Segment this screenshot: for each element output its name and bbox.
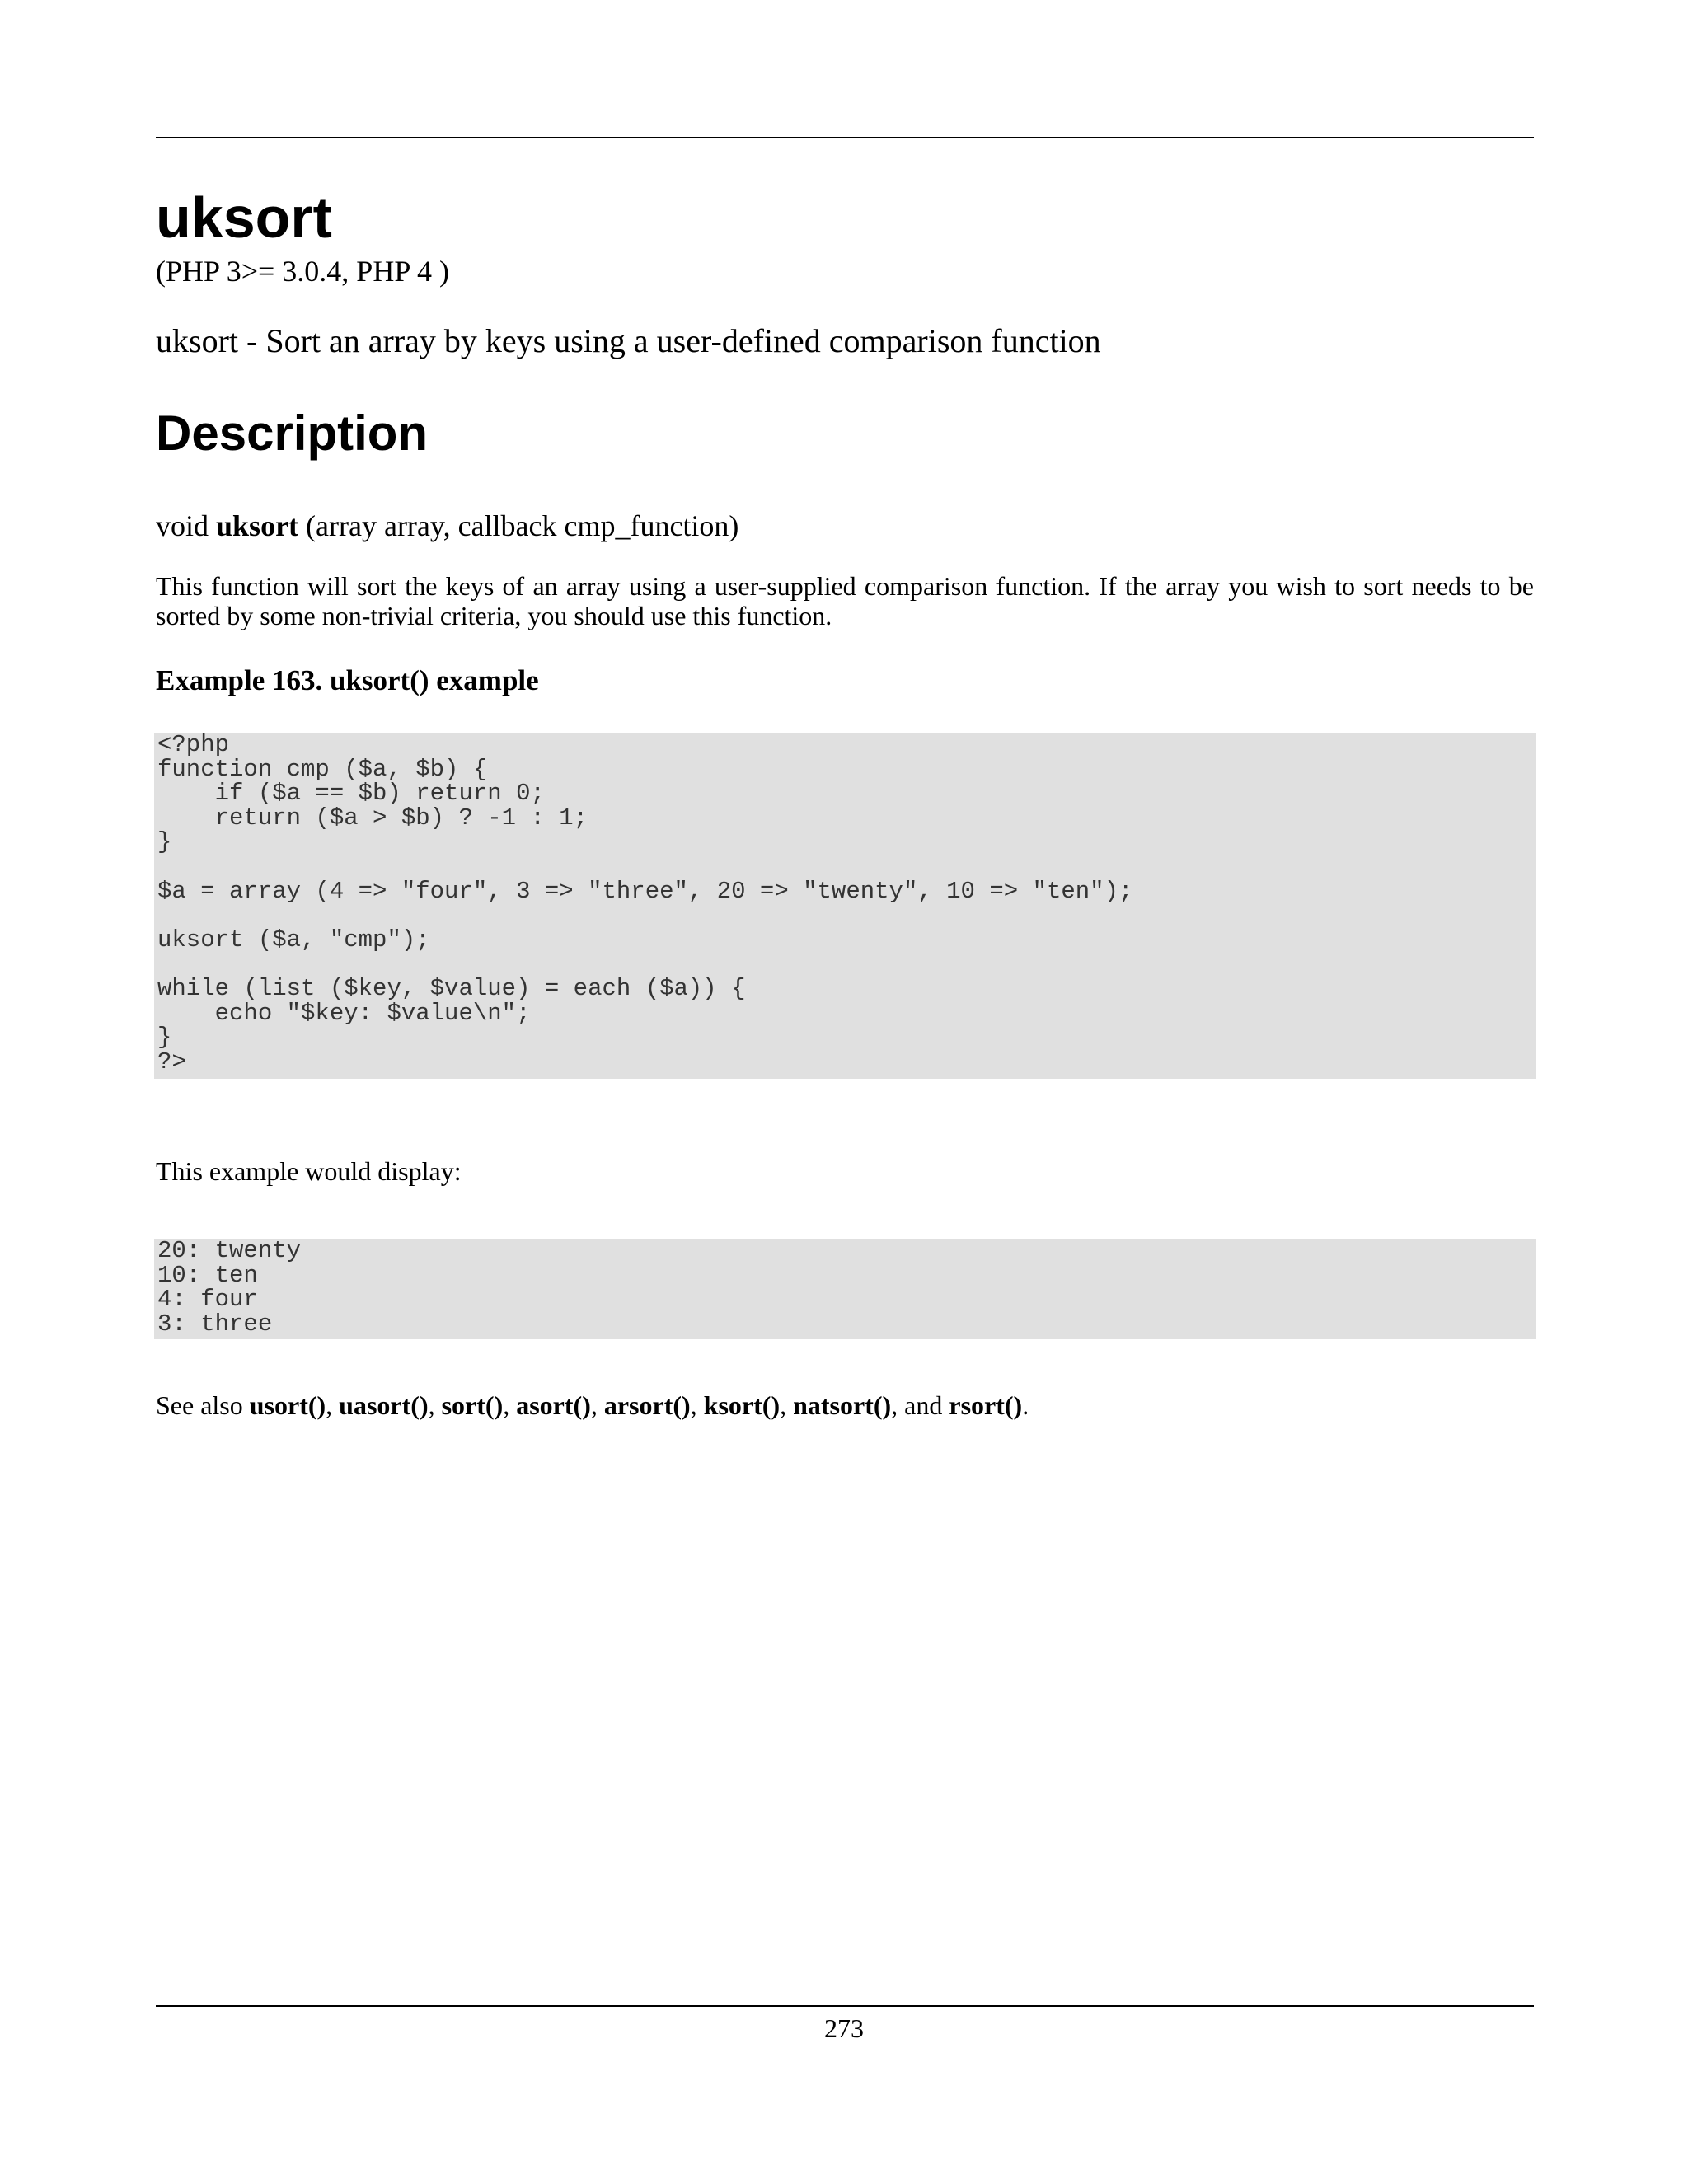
synopsis-params: (array array, callback cmp_function) [306, 509, 739, 542]
example-title: Example 163. uksort() example [156, 664, 539, 696]
separator: , [326, 1390, 340, 1420]
separator: , and [891, 1390, 950, 1420]
separator: , [503, 1390, 517, 1420]
see-also-sort: sort() [441, 1390, 504, 1420]
see-also-uasort: uasort() [339, 1390, 429, 1420]
version-info: (PHP 3>= 3.0.4, PHP 4 ) [156, 255, 449, 288]
see-also-asort: asort() [516, 1390, 591, 1420]
separator: . [1022, 1390, 1029, 1420]
see-also-arsort: arsort() [603, 1390, 691, 1420]
code-example [154, 733, 1536, 1079]
page-number: 273 [824, 2013, 864, 2043]
see-also-rsort: rsort() [949, 1390, 1023, 1420]
function-synopsis [156, 509, 738, 544]
header-rule [156, 137, 1534, 138]
code-line: uksort ($a, "cmp"); [157, 926, 430, 954]
code-line: function cmp ($a, $b) { [157, 755, 488, 783]
separator: , [590, 1390, 604, 1420]
output-line: 4: four [157, 1286, 258, 1314]
separator: , [690, 1390, 704, 1420]
footer-rule [156, 2005, 1534, 2007]
see-also [156, 1390, 1029, 1421]
see-also-prefix: See also [156, 1390, 243, 1420]
see-also-natsort: natsort() [793, 1390, 892, 1420]
code-line: $a = array (4 => "four", 3 => "three", 20 => "twenty", 10 => "ten"); [157, 877, 1133, 905]
output-line: 3: three [157, 1310, 273, 1338]
description-paragraph: This function will sort the keys of an array using a user-supplied comparison function. If the array you wish to sort needs to be sorted by some non-trivial criteria, you should use this function. [156, 571, 1534, 630]
code-line: return ($a > $b) ? -1 : 1; [157, 804, 588, 832]
synopsis-function-name: uksort [216, 509, 299, 542]
output-line: 10: ten [157, 1261, 258, 1289]
function-purpose: uksort - Sort an array by keys using a user-defined comparison function [156, 322, 1101, 359]
code-line [157, 952, 1532, 977]
code-output [154, 1239, 1536, 1339]
page-title: uksort [156, 185, 332, 250]
display-intro: This example would display: [156, 1156, 462, 1186]
synopsis-return-type: void [156, 509, 209, 542]
code-line: } [157, 1024, 172, 1052]
description-heading: Description [156, 405, 429, 461]
code-line: } [157, 828, 172, 856]
code-line [157, 855, 1532, 879]
see-also-usort: usort() [249, 1390, 326, 1420]
code-line: if ($a == $b) return 0; [157, 780, 545, 808]
code-line: echo "$key: $value\n"; [157, 999, 531, 1027]
code-line: while (list ($key, $value) = each ($a)) { [157, 974, 746, 1002]
separator: , [428, 1390, 442, 1420]
code-line [157, 903, 1532, 928]
code-line: <?php [157, 731, 230, 758]
code-line: ?> [157, 1047, 186, 1076]
see-also-ksort: ksort() [703, 1390, 781, 1420]
separator: , [780, 1390, 794, 1420]
output-line: 20: twenty [157, 1237, 302, 1264]
